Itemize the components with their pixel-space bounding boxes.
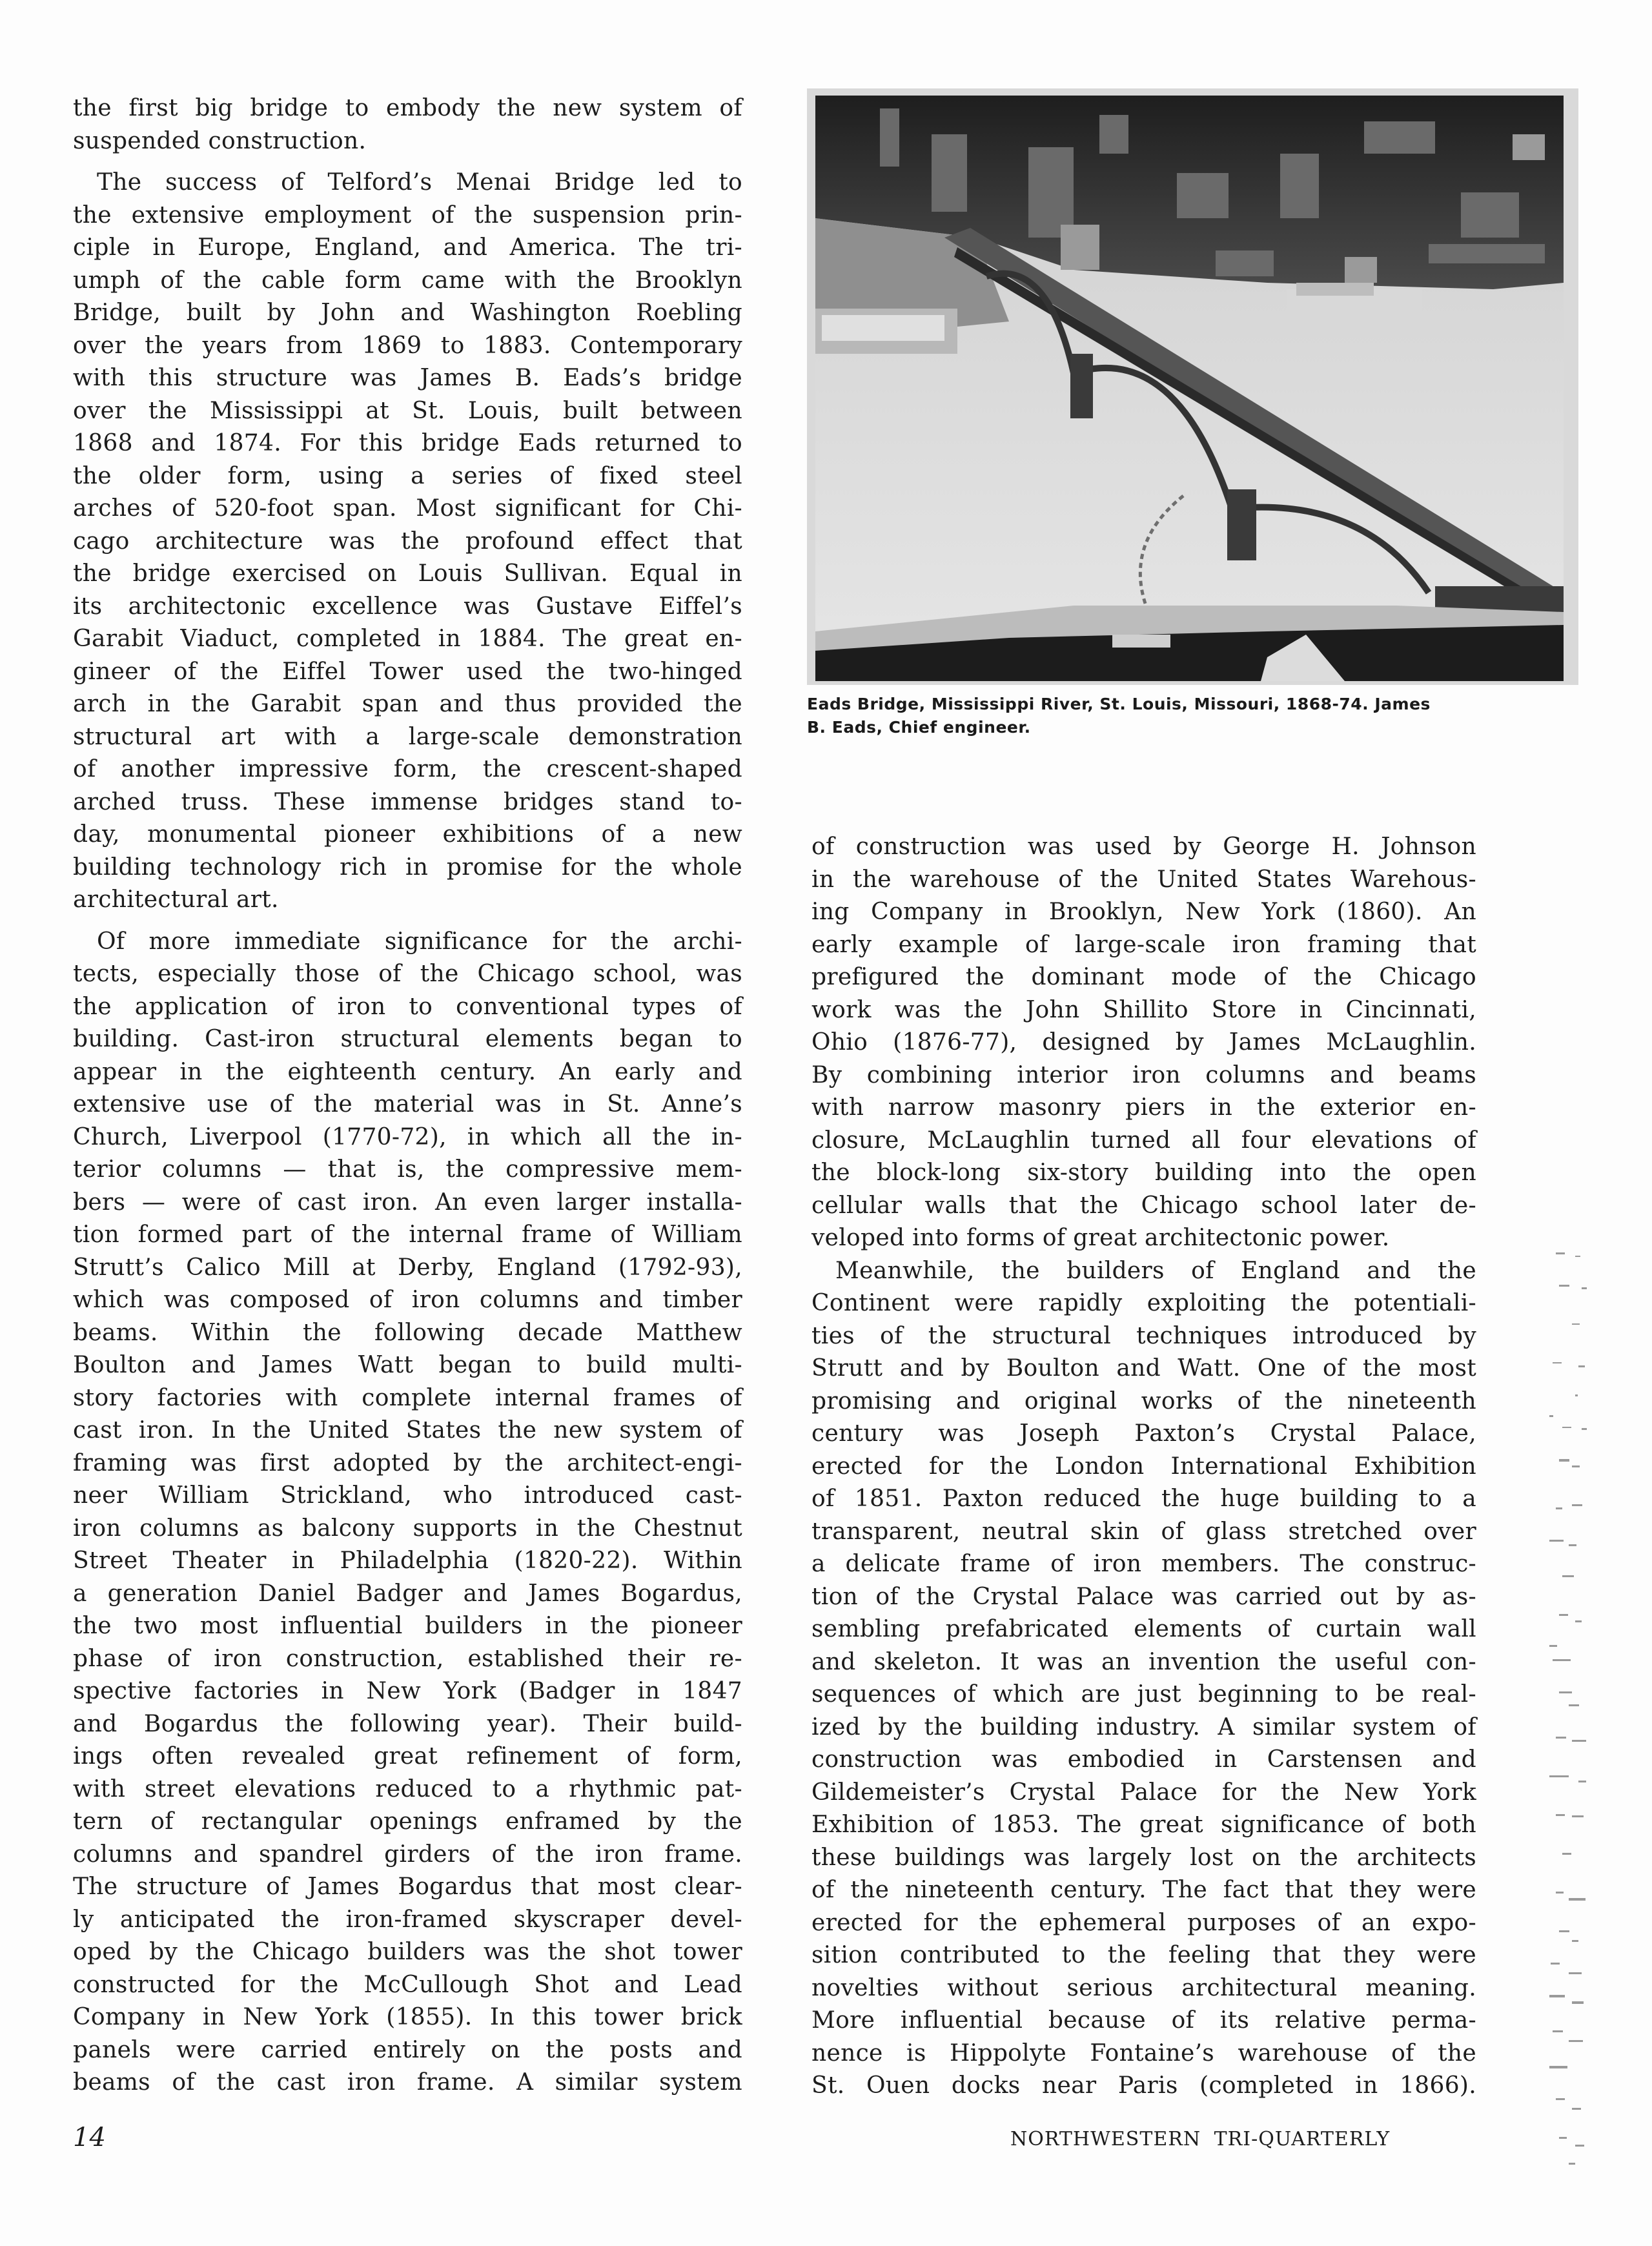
- text-line: cago architecture was the profound effect that: [73, 527, 742, 555]
- text-line: ties of the structural techniques introduced by: [811, 1322, 1476, 1349]
- scan-speckle-noise: [1543, 1246, 1620, 2176]
- text-line: 1868 and 1874. For this bridge Eads returned to: [73, 430, 742, 456]
- text-line: extensive use of the material was in St. Anne’s: [73, 1091, 742, 1118]
- text-line: By combining interior iron columns and beams: [811, 1061, 1476, 1088]
- text-line: erected for the ephemeral purposes of an expo-: [811, 1909, 1476, 1936]
- text-line: Of more immediate significance for the archi-: [97, 928, 742, 955]
- text-line: Continent were rapidly exploiting the potentiali-: [811, 1290, 1476, 1316]
- text-line: Meanwhile, the builders of England and the: [835, 1257, 1476, 1284]
- text-line: Strutt and by Boulton and Watt. One of the most: [811, 1355, 1476, 1382]
- text-line: iron columns as balcony supports in the Chestnut: [73, 1515, 742, 1542]
- text-line: sequences of which are just beginning to be real-: [811, 1681, 1476, 1708]
- text-line: terior columns — that is, the compressive mem-: [73, 1156, 742, 1183]
- text-line: panels were carried entirely on the posts and: [73, 2036, 742, 2063]
- text-line: novelties without serious architectural meaning.: [811, 1974, 1476, 2001]
- left-text-column: [73, 92, 742, 2099]
- eads-bridge-photo: [815, 96, 1564, 681]
- text-line: columns and spandrel girders of the iron frame.: [73, 1841, 742, 1868]
- text-line: architectural art.: [73, 886, 279, 913]
- figure-photo-frame: [807, 88, 1578, 685]
- text-line: promising and original works of the nineteenth: [811, 1387, 1476, 1414]
- text-line: the extensive employment of the suspension prin-: [73, 201, 742, 229]
- paragraph-2: [73, 167, 742, 917]
- text-line: closure, McLaughlin turned all four elevations of: [811, 1127, 1476, 1154]
- text-line: transparent, neutral skin of glass stretched over: [811, 1518, 1476, 1545]
- text-line: the application of iron to conventional types of: [73, 993, 742, 1020]
- text-line: umph of the cable form came with the Brooklyn: [73, 267, 742, 294]
- text-line: bers — were of cast iron. An even larger installa-: [73, 1189, 742, 1216]
- text-line: which was composed of iron columns and timber: [73, 1287, 742, 1313]
- text-line: ciple in Europe, England, and America. The tri-: [73, 234, 742, 261]
- text-line: nence is Hippolyte Fontaine’s warehouse of the: [811, 2039, 1476, 2067]
- text-line: veloped into forms of great architectonic power.: [811, 1225, 1390, 1251]
- text-line: of the nineteenth century. The fact that they were: [811, 1877, 1476, 1903]
- text-line: oped by the Chicago builders was the shot tower: [73, 1939, 742, 1965]
- text-line: sition contributed to the feeling that they were: [811, 1942, 1476, 1968]
- caption-line: B. Eads, Chief engineer.: [807, 718, 1031, 737]
- text-line: The structure of James Bogardus that most clear-: [73, 1873, 742, 1900]
- text-line: story factories with complete internal frames of: [73, 1384, 742, 1411]
- paragraph-3: [73, 926, 742, 2099]
- text-line: Gildemeister’s Crystal Palace for the New York: [811, 1779, 1476, 1806]
- text-line: Church, Liverpool (1770-72), in which all the in-: [73, 1123, 742, 1150]
- text-line: cast iron. In the United States the new system of: [73, 1417, 742, 1444]
- text-line: suspended construction.: [73, 127, 367, 154]
- text-line: tects, especially those of the Chicago school, was: [73, 961, 742, 987]
- text-line: ing Company in Brooklyn, New York (1860). An: [811, 899, 1476, 925]
- text-line: appear in the eighteenth century. An early and: [73, 1058, 742, 1085]
- text-line: a generation Daniel Badger and James Bogardus,: [73, 1580, 742, 1607]
- text-line: building. Cast-iron structural elements began to: [73, 1026, 742, 1052]
- text-line: tion of the Crystal Palace was carried out by as-: [811, 1583, 1476, 1610]
- text-line: building technology rich in promise for the whole: [73, 853, 742, 881]
- text-line: work was the John Shillito Store in Cincinnati,: [811, 996, 1476, 1023]
- text-line: century was Joseph Paxton’s Crystal Palace,: [811, 1420, 1476, 1447]
- text-line: framing was first adopted by the architect-engi-: [73, 1449, 742, 1476]
- text-line: The success of Telford’s Menai Bridge led to: [97, 169, 742, 196]
- text-line: spective factories in New York (Badger in 1847: [73, 1678, 742, 1704]
- text-line: prefigured the dominant mode of the Chicago: [811, 964, 1476, 990]
- text-line: arches of 520-foot span. Most significant for Chi-: [73, 495, 742, 522]
- text-line: with this structure was James B. Eads’s bridge: [73, 365, 742, 391]
- text-line: these buildings was largely lost on the architects: [811, 1844, 1476, 1871]
- text-line: beams. Within the following decade Matthew: [73, 1319, 742, 1346]
- text-line: of construction was used by George H. Johnson: [811, 833, 1476, 860]
- text-line: in the warehouse of the United States Warehous-: [811, 866, 1476, 893]
- text-line: tion formed part of the internal frame of William: [73, 1221, 742, 1248]
- running-footer-journal-title: NORTHWESTERN TRI-QUARTERLY: [1010, 2128, 1391, 2150]
- text-line: over the Mississippi at St. Louis, built between: [73, 397, 742, 424]
- text-line: neer William Strickland, who introduced cast-: [73, 1482, 742, 1509]
- page-number: 14: [73, 2123, 106, 2152]
- text-line: construction was embodied in Carstensen and: [811, 1746, 1476, 1773]
- text-line: constructed for the McCullough Shot and Lead: [73, 1971, 742, 1998]
- text-line: over the years from 1869 to 1883. Contemporary: [73, 332, 742, 359]
- text-line: ized by the building industry. A similar system of: [811, 1713, 1476, 1741]
- text-line: and Bogardus the following year). Their build-: [73, 1710, 742, 1737]
- text-line: with narrow masonry piers in the exterior en-: [811, 1094, 1476, 1121]
- text-line: St. Ouen docks near Paris (completed in 1866).: [811, 2072, 1476, 2099]
- text-line: phase of iron construction, established their re-: [73, 1645, 742, 1672]
- text-line: the block-long six-story building into the open: [811, 1159, 1476, 1186]
- text-line: More influential because of its relative perma-: [811, 2007, 1476, 2034]
- bridge-photo-illustration: [815, 96, 1564, 681]
- text-line: Company in New York (1855). In this tower brick: [73, 2004, 742, 2030]
- paragraph-1: [73, 92, 742, 158]
- text-line: the first big bridge to embody the new system of: [73, 95, 742, 121]
- text-line: the bridge exercised on Louis Sullivan. Equal in: [73, 560, 742, 587]
- text-line: gineer of the Eiffel Tower used the two-hinged: [73, 658, 742, 685]
- text-line: and skeleton. It was an invention the useful con-: [811, 1648, 1476, 1675]
- text-line: Bridge, built by John and Washington Roebling: [73, 300, 742, 326]
- text-line: its architectonic excellence was Gustave Eiffel’s: [73, 593, 742, 620]
- text-line: Garabit Viaduct, completed in 1884. The great en-: [73, 626, 742, 652]
- paragraph-4: [811, 831, 1476, 1255]
- right-text-column: [811, 831, 1476, 2103]
- text-line: a delicate frame of iron members. The construc-: [811, 1551, 1476, 1577]
- text-line: Strutt’s Calico Mill at Derby, England (1792-93),: [73, 1254, 742, 1281]
- text-line: beams of the cast iron frame. A similar system: [73, 2069, 742, 2096]
- text-line: erected for the London International Exhibition: [811, 1453, 1476, 1480]
- text-line: arch in the Garabit span and thus provided the: [73, 691, 742, 717]
- text-line: day, monumental pioneer exhibitions of a new: [73, 821, 742, 848]
- text-line: the older form, using a series of fixed steel: [73, 462, 742, 489]
- text-line: sembling prefabricated elements of curtain wall: [811, 1616, 1476, 1642]
- text-line: the two most influential builders in the pioneer: [73, 1613, 742, 1639]
- text-line: Ohio (1876-77), designed by James McLaughlin.: [811, 1029, 1476, 1056]
- caption-line: Eads Bridge, Mississippi River, St. Louis, Missouri, 1868-74. James: [807, 695, 1431, 713]
- text-line: ly anticipated the iron-framed skyscraper devel-: [73, 1906, 742, 1933]
- text-line: tern of rectangular openings enframed by the: [73, 1808, 742, 1835]
- text-line: Exhibition of 1853. The great significance of both: [811, 1812, 1476, 1838]
- text-line: with street elevations reduced to a rhythmic pat-: [73, 1775, 742, 1802]
- text-line: ings often revealed great refinement of form,: [73, 1743, 742, 1770]
- text-line: of 1851. Paxton reduced the huge building to a: [811, 1485, 1476, 1512]
- paragraph-5: [811, 1255, 1476, 2103]
- text-line: early example of large-scale iron framing that: [811, 931, 1476, 958]
- text-line: structural art with a large-scale demonstration: [73, 723, 742, 750]
- text-line: Boulton and James Watt began to build multi-: [73, 1352, 742, 1378]
- figure-caption: [807, 693, 1491, 739]
- text-line: cellular walls that the Chicago school later de-: [811, 1192, 1476, 1219]
- text-line: Street Theater in Philadelphia (1820-22). Within: [73, 1547, 742, 1574]
- text-line: arched truss. These immense bridges stand to-: [73, 788, 742, 815]
- text-line: of another impressive form, the crescent-shaped: [73, 756, 742, 782]
